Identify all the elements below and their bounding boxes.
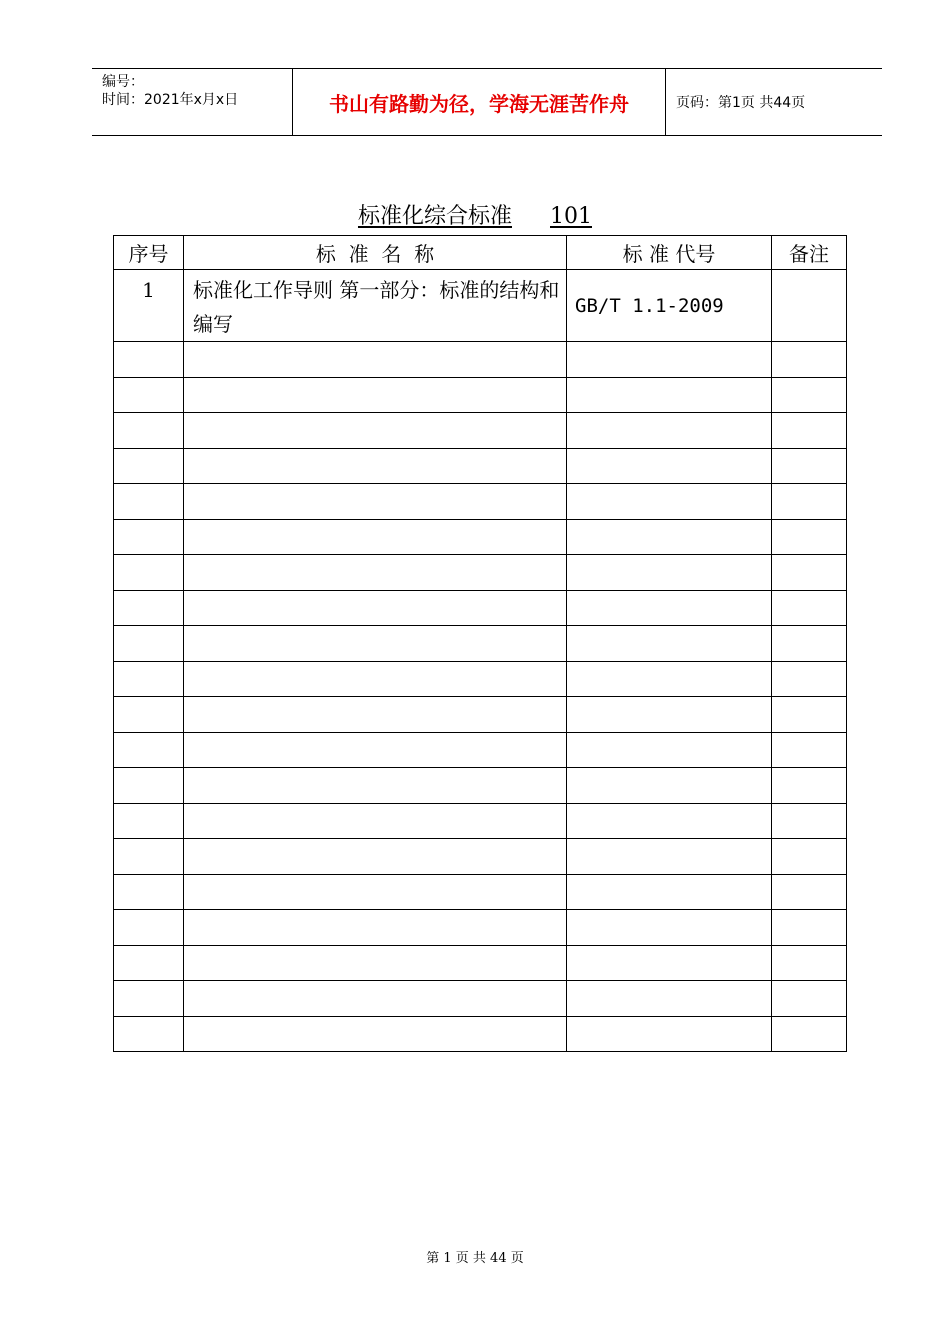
row-note xyxy=(772,519,847,555)
header-time-label: 时间：2021年x月x日 xyxy=(102,92,239,108)
title-number: 101 xyxy=(550,204,592,229)
row-serial xyxy=(114,519,184,555)
row-serial xyxy=(114,910,184,946)
row-serial: 1 xyxy=(114,270,184,342)
row-note xyxy=(772,945,847,981)
row-code xyxy=(567,377,772,413)
table-row-empty xyxy=(114,910,847,946)
row-code xyxy=(567,519,772,555)
row-serial xyxy=(114,697,184,733)
row-name xyxy=(184,626,567,662)
table-header-row xyxy=(114,236,847,270)
table-row-empty xyxy=(114,661,847,697)
row-note xyxy=(772,448,847,484)
row-name xyxy=(184,697,567,733)
table-row-empty xyxy=(114,448,847,484)
row-serial xyxy=(114,555,184,591)
row-code xyxy=(567,697,772,733)
row-name xyxy=(184,484,567,520)
header-note: 备注 xyxy=(772,236,847,270)
row-note xyxy=(772,342,847,378)
row-serial xyxy=(114,839,184,875)
row-serial xyxy=(114,377,184,413)
header-page-info: 页码：第1页 共44页 xyxy=(676,95,806,111)
row-code xyxy=(567,484,772,520)
row-serial xyxy=(114,626,184,662)
row-name xyxy=(184,590,567,626)
table-row xyxy=(114,270,847,342)
row-serial xyxy=(114,661,184,697)
table-row-empty xyxy=(114,768,847,804)
document-header xyxy=(92,68,882,136)
row-code xyxy=(567,1016,772,1052)
document-title xyxy=(0,201,950,233)
row-name xyxy=(184,661,567,697)
row-name xyxy=(184,910,567,946)
title-text: 标准化综合标准 xyxy=(357,204,512,229)
row-note xyxy=(772,803,847,839)
table-row-empty xyxy=(114,590,847,626)
table-row-empty xyxy=(114,874,847,910)
table-row-empty xyxy=(114,484,847,520)
row-serial xyxy=(114,732,184,768)
row-note xyxy=(772,981,847,1017)
header-meta xyxy=(92,69,293,135)
row-note xyxy=(772,768,847,804)
row-serial xyxy=(114,590,184,626)
row-serial xyxy=(114,803,184,839)
row-note xyxy=(772,413,847,449)
row-name xyxy=(184,448,567,484)
row-note xyxy=(772,910,847,946)
row-note xyxy=(772,626,847,662)
standards-table xyxy=(113,235,847,1052)
row-name xyxy=(184,945,567,981)
row-code xyxy=(567,768,772,804)
row-note xyxy=(772,377,847,413)
row-code xyxy=(567,555,772,591)
row-code xyxy=(567,342,772,378)
row-note xyxy=(772,874,847,910)
row-serial xyxy=(114,342,184,378)
row-note xyxy=(772,484,847,520)
row-name xyxy=(184,981,567,1017)
row-serial xyxy=(114,448,184,484)
row-serial xyxy=(114,874,184,910)
page-footer: 第 1 页 共 44 页 xyxy=(426,1251,524,1266)
row-name xyxy=(184,342,567,378)
table-row-empty xyxy=(114,697,847,733)
row-name xyxy=(184,413,567,449)
row-name xyxy=(184,874,567,910)
row-code xyxy=(567,910,772,946)
table-row-empty xyxy=(114,626,847,662)
row-note xyxy=(772,839,847,875)
row-code xyxy=(567,590,772,626)
table-row-empty xyxy=(114,377,847,413)
row-code xyxy=(567,945,772,981)
row-code xyxy=(567,981,772,1017)
row-note xyxy=(772,732,847,768)
table-row-empty xyxy=(114,413,847,449)
row-code xyxy=(567,413,772,449)
row-serial xyxy=(114,768,184,804)
row-name xyxy=(184,555,567,591)
table-row-empty xyxy=(114,555,847,591)
header-serial: 序号 xyxy=(114,236,184,270)
row-note xyxy=(772,661,847,697)
row-name xyxy=(184,839,567,875)
table-row-empty xyxy=(114,945,847,981)
row-note xyxy=(772,590,847,626)
row-note xyxy=(772,1016,847,1052)
row-note xyxy=(772,555,847,591)
row-code xyxy=(567,448,772,484)
row-code xyxy=(567,803,772,839)
header-name: 标 准 名 称 xyxy=(184,236,567,270)
row-serial xyxy=(114,413,184,449)
row-serial xyxy=(114,1016,184,1052)
table-row-empty xyxy=(114,839,847,875)
table-row-empty xyxy=(114,342,847,378)
table-row-empty xyxy=(114,519,847,555)
row-name xyxy=(184,1016,567,1052)
row-code xyxy=(567,661,772,697)
row-serial xyxy=(114,981,184,1017)
header-number-label: 编号： xyxy=(102,74,144,90)
header-code: 标 准 代号 xyxy=(567,236,772,270)
table-row-empty xyxy=(114,732,847,768)
row-name xyxy=(184,519,567,555)
table-row-empty xyxy=(114,1016,847,1052)
row-code: GB/T 1.1-2009 xyxy=(567,270,772,342)
row-code xyxy=(567,626,772,662)
row-note xyxy=(772,270,847,342)
header-motto: 书山有路勤为径，学海无涯苦作舟 xyxy=(293,69,666,135)
row-name xyxy=(184,377,567,413)
row-name xyxy=(184,768,567,804)
table-row-empty xyxy=(114,981,847,1017)
row-name xyxy=(184,803,567,839)
table-row-empty xyxy=(114,803,847,839)
row-note xyxy=(772,697,847,733)
row-code xyxy=(567,839,772,875)
row-name: 标准化工作导则 第一部分：标准的结构和编写 xyxy=(184,270,567,342)
row-code xyxy=(567,732,772,768)
row-name xyxy=(184,732,567,768)
row-serial xyxy=(114,484,184,520)
row-serial xyxy=(114,945,184,981)
row-code xyxy=(567,874,772,910)
